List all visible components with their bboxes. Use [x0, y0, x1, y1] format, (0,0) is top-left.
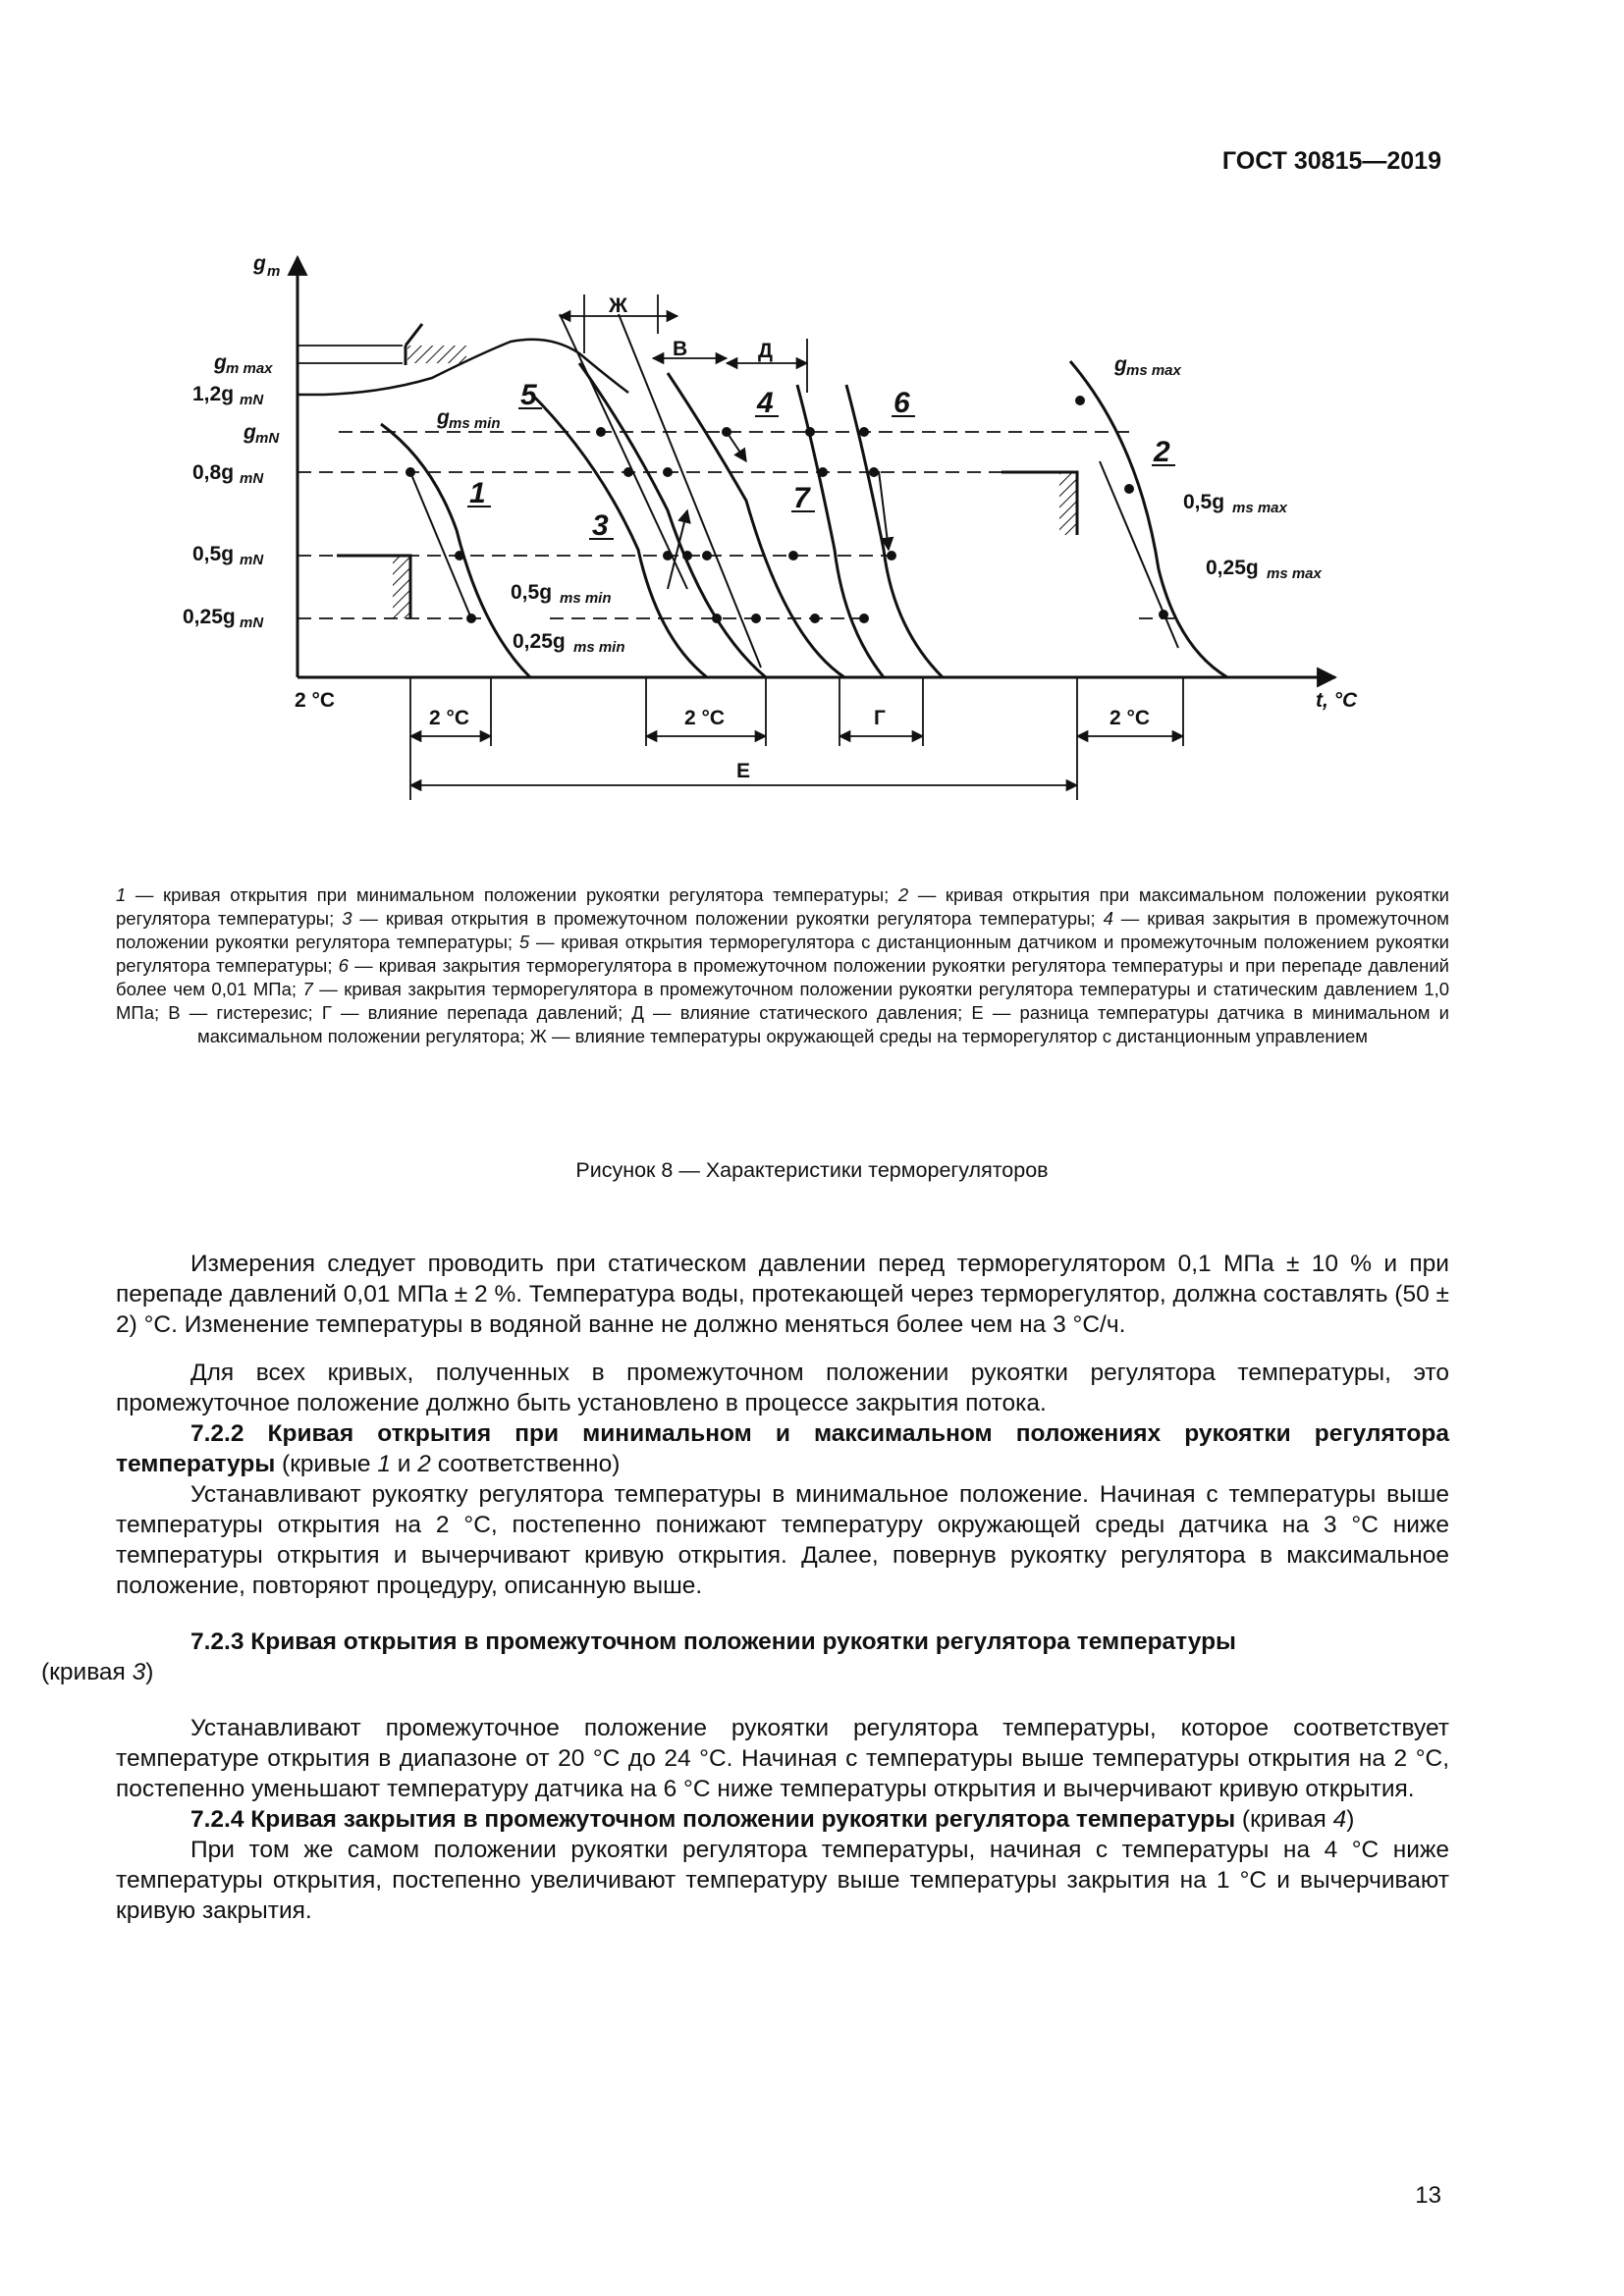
bottom-dimensions [410, 677, 1183, 800]
heading-tail: (кривая [1235, 1806, 1333, 1833]
legend-key: 4 [1103, 908, 1113, 929]
curve-2 [1070, 361, 1227, 677]
x-axis-title: t, °C [1316, 689, 1358, 712]
curve-ref: 3 [132, 1659, 146, 1685]
letter-d: Д [758, 340, 773, 362]
dim-2c: 2 °C [1110, 707, 1151, 729]
y-tick-labels [183, 351, 280, 631]
y-tick-label-sub: m max [226, 360, 273, 377]
y-tick-label: g [214, 351, 227, 374]
figure-legend [116, 883, 1449, 1048]
annotation-quarter-max: 0,25g [1206, 557, 1259, 579]
reference-lines [298, 340, 1178, 618]
curve-ref: 2 [417, 1451, 431, 1477]
paragraph: Устанавливают рукоятку регулятора температуры в минимальное положение. Начиная с температуры выше температуры открытия на 2 °С, постепенно понижают температуру окружающей среды датчика на 3 °С ниже температуры открытия и вычерчивают кривую открытия. Далее, повернув рукоятку регулятора в максимальное положение, повторяют процедуру, описанную выше. [116, 1481, 1449, 1599]
legend-text: — кривая открытия при минимальном положении рукоятки регулятора температуры; [126, 884, 898, 905]
curve-4 [668, 373, 844, 677]
page-number: 13 [1415, 2182, 1441, 2209]
y-tick-label: 0,5g [192, 543, 235, 565]
y-tick-label-sub: mN [240, 470, 264, 487]
curve-label-3: 3 [592, 509, 609, 542]
heading-tail: ) [1346, 1806, 1355, 1833]
legend-key: 2 [897, 884, 909, 905]
heading-tail: (кривые [275, 1451, 378, 1477]
letter-e: Е [736, 760, 751, 782]
annotation-sub: ms max [1232, 500, 1287, 516]
legend-key: 7 [302, 979, 313, 999]
annotation-sub: ms min [573, 639, 625, 656]
y-axis-title: g [253, 252, 266, 275]
y-tick-label: g [244, 421, 256, 444]
legend-key: 1 [116, 884, 127, 905]
curve-label-6: 6 [893, 387, 910, 419]
dim-2c: 2 °C [429, 707, 470, 729]
paragraph: Для всех кривых, полученных в промежуточном положении рукоятки регулятора температуры, это промежуточное положение должно быть установлено в процессе закрытия потока. [116, 1360, 1449, 1416]
curve-label-2: 2 [1154, 436, 1170, 468]
annotations [436, 353, 1323, 656]
y-axis-title-sub: m [267, 263, 281, 280]
heading-tail: ) [145, 1659, 154, 1685]
document-id: ГОСТ 30815—2019 [1221, 147, 1441, 175]
paragraph: При том же самом положении рукоятки регулятора температуры, начиная с температуры на 4 °С ниже температуры открытия, постепенно увеличивают температуру выше температуры закрытия на 1 °С и вычерчивают кривую закрытия. [116, 1837, 1449, 1924]
legend-text: — кривая закрытия в промежуточном положении рукоятки регулятора температуры; [116, 908, 1450, 952]
curve-label-7: 7 [793, 482, 810, 514]
section-7-2-2-heading [116, 1418, 1449, 1479]
heading-tail: и [390, 1451, 418, 1477]
body-text [41, 1249, 1449, 1926]
legend-text: — кривая открытия при максимальном положении рукоятки регулятора температуры; [116, 884, 1450, 929]
y-tick-label-sub: mN [240, 614, 264, 631]
letter-g: Г [874, 707, 886, 729]
legend-key: 6 [338, 955, 349, 976]
legend-text: — кривая открытия в промежуточном положении рукоятки регулятора температуры; [352, 908, 1104, 929]
section-7-2-3-heading [41, 1627, 1449, 1687]
legend-key: 3 [342, 908, 352, 929]
curve-1 [381, 424, 530, 677]
curve-ref: 4 [1332, 1806, 1347, 1833]
legend-text: — кривая закрытия терморегулятора в промежуточном положении рукоятки регулятора температуры и статическим давлением 1,0 МПа; В — гистерезис; Г — влияние перепада давлений; Д — влияние статического давления; Е — разница температуры датчика в минимальном и максимальном положении регулятора; Ж — влияние температуры окружающей среды на терморегулятор с дистанционным управлением [116, 979, 1449, 1046]
heading-tail: (кривая [41, 1659, 133, 1685]
paragraph: Устанавливают промежуточное положение рукоятки регулятора температуры, которое соответствует температуре открытия в диапазоне от 20 °С до 24 °С. Начиная с температуры выше температуры открытия на 2 °С, постепенно уменьшают температуру датчика на 6 °С ниже температуры открытия и вычерчивают кривую открытия. [116, 1715, 1449, 1802]
hatched-stops [337, 324, 1077, 618]
dim-2c: 2 °C [684, 707, 726, 729]
curve-label-5: 5 [520, 379, 537, 411]
annotation-gms-min: g [437, 406, 450, 429]
annotation-sub: ms min [560, 590, 612, 607]
heading-text: 7.2.2 Кривая открытия при минимальном и максимальном положениях рукоятки регулятора температуры [116, 1420, 1449, 1477]
annotation-sub: ms min [449, 415, 501, 432]
annotation-half-min: 0,5g [511, 581, 553, 604]
legend-text: — кривая закрытия терморегулятора в промежуточном положении рукоятки регулятора температуры и при перепаде давлений более чем 0,01 МПа; [116, 955, 1449, 999]
paragraph: Измерения следует проводить при статическом давлении перед терморегулятором 0,1 МПа ± 10 % и при перепаде давлений 0,01 МПа ± 2 %. Температура воды, протекающей через терморегулятор, должна составлять (50 ± 2) °С. Изменение температуры в водяной ванне не должно меняться более чем на 3 °С/ч. [116, 1251, 1449, 1338]
annotation-sub: ms max [1267, 565, 1322, 582]
heading-text: 7.2.4 Кривая закрытия в промежуточном положении рукоятки регулятора температуры [190, 1806, 1236, 1833]
letter-v: В [673, 338, 688, 360]
heading-text: 7.2.3 Кривая открытия в промежуточном положении рукоятки регулятора температуры [190, 1629, 1236, 1655]
legend-key: 5 [518, 932, 530, 952]
annotation-quarter-min: 0,25g [513, 630, 566, 653]
y-tick-label: 0,25g [183, 606, 236, 628]
heading-tail: соответственно) [430, 1451, 621, 1477]
figure-8 [0, 0, 1624, 844]
annotation-gms-max: g [1114, 353, 1127, 376]
figure-title: Рисунок 8 — Характеристики терморегуляторов [575, 1158, 1049, 1182]
y-tick-label-sub: mN [255, 430, 280, 447]
heading-tail-wrap [41, 1657, 153, 1687]
section-7-2-4-heading [116, 1804, 1449, 1835]
y-tick-label-sub: mN [240, 552, 264, 568]
curve-label-4: 4 [757, 387, 774, 419]
origin-label: 2 °C [295, 689, 336, 712]
y-tick-label: 0,8g [192, 461, 235, 484]
y-tick-label: 1,2g [192, 383, 235, 405]
curve-label-1: 1 [469, 477, 486, 509]
legend-text: — кривая открытия терморегулятора с дистанционным датчиком и промежуточным положением рукоятки регулятора температуры; [116, 932, 1449, 976]
thermostat-characteristics-diagram [0, 0, 1624, 844]
annotation-sub: ms max [1126, 362, 1181, 379]
y-tick-label-sub: mN [240, 392, 264, 408]
curve-ref: 1 [377, 1451, 391, 1477]
letter-zh: Ж [609, 294, 627, 317]
annotation-half-max: 0,5g [1183, 491, 1225, 513]
